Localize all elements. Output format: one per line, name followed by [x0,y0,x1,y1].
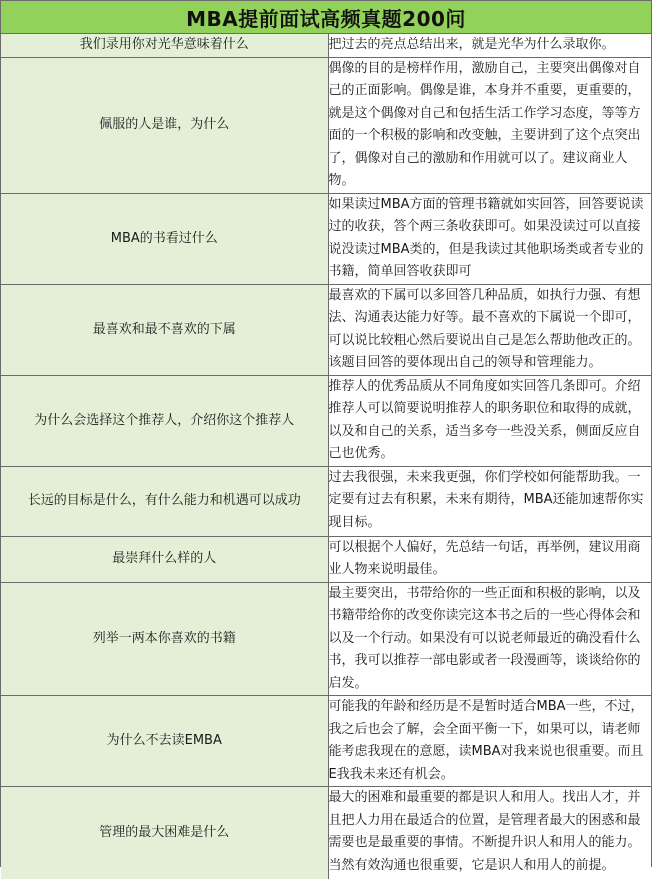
question-text: MBA的书看过什么 [110,230,218,246]
answer-cell [328,284,651,375]
question-cell [1,284,328,375]
qa-table [1,34,651,879]
question-text: 我们录用你对光华意味着什么 [79,37,249,53]
answer-cell [328,787,651,879]
table-row [1,536,651,582]
answer-cell [328,375,651,466]
question-text: 为什么会选择这个推荐人，介绍你这个推荐人 [34,412,295,428]
answer-text: 把过去的亮点总结出来，就是光华为什么录取你。 [328,37,615,52]
table-row [1,34,651,57]
answer-text: 可以根据个人偏好，先总结一句话，再举例，建议用商业人物来说明最佳。 [328,539,641,577]
answer-text: 过去我很强，未来我更强，你们学校如何能帮助我。一定要有过去有积累，未来有期待，MBA还能加速帮你实现目标。 [328,469,644,530]
question-text: 管理的最大困难是什么 [99,824,230,840]
question-cell [1,787,328,879]
table-row [1,696,651,787]
question-text: 最喜欢和最不喜欢的下属 [92,321,236,337]
answer-text: 最主要突出，书带给你的一些正面和积极的影响，以及书籍带给你的改变你读完这本书之后的一些心得体会和以及一个行动。如果没有可以说老师最近的确没看什么书，我可以推荐一部电影或者一段漫画等，谈谈给你的启发。 [328,585,641,691]
answer-cell [328,57,651,193]
question-cell [1,57,328,193]
table-row [1,193,651,284]
table-row [1,787,651,879]
table-row [1,375,651,466]
table-row [1,57,651,193]
table-row [1,466,651,536]
question-cell [1,696,328,787]
question-text: 为什么不去读EMBA [106,733,222,748]
question-cell [1,582,328,696]
answer-text: 最喜欢的下属可以多回答几种品质，如执行力强、有想法、沟通表达能力好等。最不喜欢的下属说一个即可，可以说比较粗心然后要说出自己是怎么帮助他改正的。该题目回答的要体现出自己的领导和管理能力。 [328,287,641,370]
question-text: 最崇拜什么样的人 [112,551,217,566]
table-row [1,284,651,375]
answer-text: 可能我的年龄和经历是不是暂时适合MBA一些，不过，我之后也会了解，会全面平衡一下，如果可以，请老师能考虑我现在的意愿，读MBA对我来说也很重要。而且E我我未来还有机会。 [328,699,644,782]
answer-text: 偶像的目的是榜样作用，激励自己，主要突出偶像对自己的正面影响。偶像是谁，本身并不重要，更重要的，就是这个偶像对自己和包括生活工作学习态度，等等方面的一个积极的影响和改变触，主要讲到了这个点突出了，偶像对自己的激励和作用就可以了。建议商业人物。 [328,60,641,188]
answer-cell [328,34,651,57]
question-cell [1,536,328,582]
answer-cell [328,696,651,787]
answer-cell [328,466,651,536]
answer-cell [328,582,651,696]
answer-cell [328,193,651,284]
answer-text: 如果读过MBA方面的管理书籍就如实回答，回答要说读过的收获，答个两三条收获即可。如果没读过可以直接说没读过MBA类的，但是我读过其他职场类或者专业的书籍，简单回答收获即可 [328,196,644,279]
answer-text: 推荐人的优秀品质从不同角度如实回答几条即可。介绍推荐人可以简要说明推荐人的职务职位和取得的成就，以及和自己的关系，适当多夸一些没关系，侧面反应自己也优秀。 [328,378,641,461]
table-row [1,582,651,696]
answer-text: 最大的困难和最重要的都是识人和用人。找出人才，并且把人力用在最适合的位置，是管理者最大的困惑和最需要也是最重要的事情。不断提升识人和用人的能力。当然有效沟通也很重要，它是识人和用人的前提。 [328,790,641,873]
answer-cell [328,536,651,582]
question-text: 列举一两本你喜欢的书籍 [92,630,236,646]
question-text: 佩服的人是谁，为什么 [99,117,230,132]
question-cell [1,466,328,536]
question-cell [1,193,328,284]
question-cell [1,375,328,466]
question-text: 长远的目标是什么，有什么能力和机遇可以成功 [27,493,301,508]
sheet-title: MBA提前面试高频真题200问 [1,0,651,34]
question-cell [1,34,328,57]
